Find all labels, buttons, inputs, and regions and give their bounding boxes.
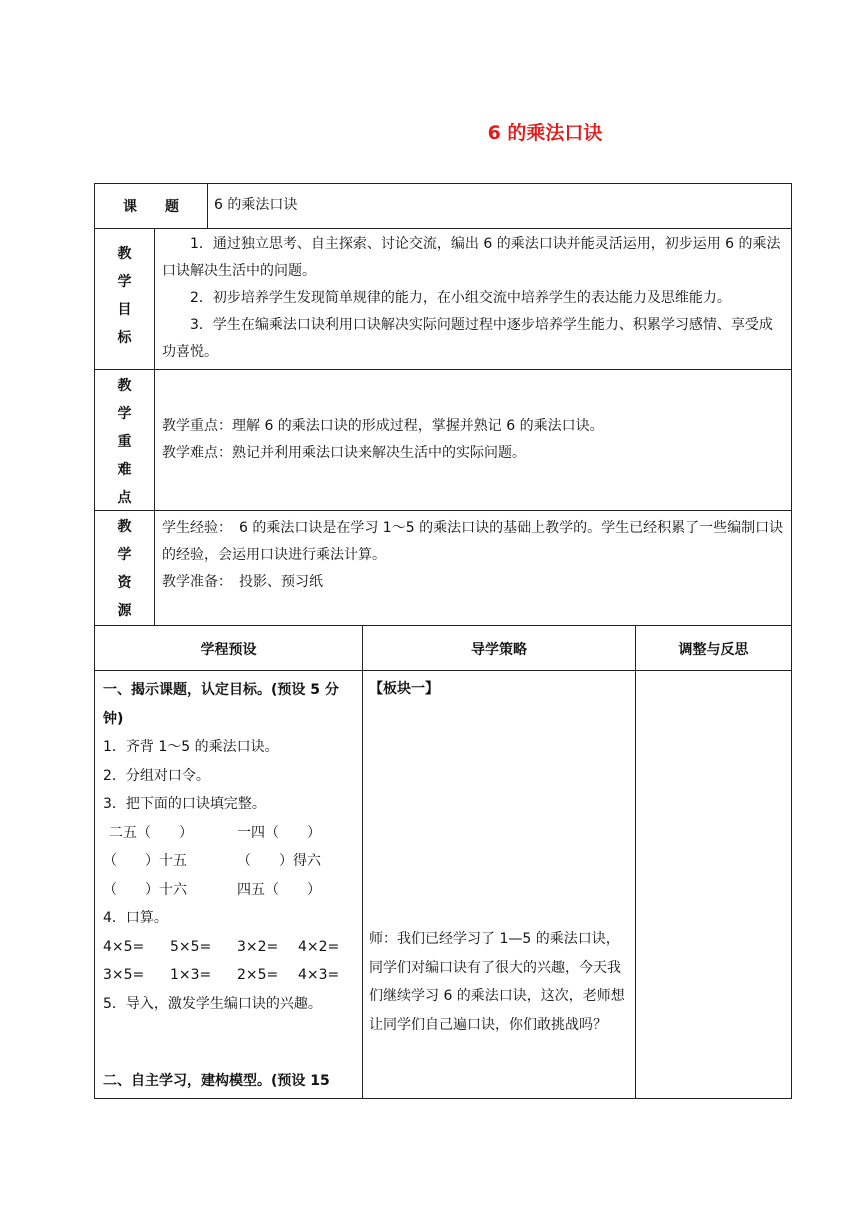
- key-focus: 教学重点：理解 6 的乘法口诀的形成过程，掌握并熟记 6 的乘法口诀。: [162, 418, 604, 434]
- topic-label: 课 题: [123, 199, 179, 215]
- table-border: [154, 228, 155, 625]
- table-border: [362, 625, 363, 1099]
- objective-item: 2．初步培养学生发现简单规律的能力，在小组交流中培养学生的表达能力及思维能力。: [190, 290, 731, 306]
- strategy-block-title: 【板块一】: [369, 681, 439, 697]
- calc-row: 4×5= 5×5= 3×2= 4×2=: [103, 938, 340, 955]
- resources-label: 教 学 资 源: [117, 519, 132, 619]
- objectives-label: 教 学 目 标: [117, 246, 132, 346]
- topic-value: 6 的乘法口诀: [214, 197, 298, 213]
- strategy-teacher-text: 师：我们已经学习了 1—5 的乘法口诀，同学们对编口诀有了很大的兴趣，今天我们继续学习 6 的乘法口诀，这次，老师想让同学们自己遍口诀，你们敢挑战吗？: [369, 931, 625, 1033]
- column-header-reflection: 调整与反思: [678, 642, 749, 658]
- column-header-strategy: 导学策略: [471, 642, 527, 658]
- fill-row: 二五（ ） 一四（ ）: [109, 824, 321, 841]
- key-difficulty: 教学难点：熟记并利用乘法口诀来解决生活中的实际问题。: [162, 445, 526, 461]
- table-border: [94, 510, 792, 511]
- teaching-preparation: 教学准备： 投影、预习纸: [162, 574, 323, 590]
- process-column: [103, 676, 358, 1018]
- calc-row: 3×5= 1×3= 2×5= 4×3=: [103, 967, 340, 983]
- key-points-text: [162, 413, 786, 467]
- process-step: 3．把下面的口诀填完整。: [103, 796, 266, 812]
- process-step: 4．口算。: [103, 910, 168, 926]
- resources-text: [162, 515, 786, 596]
- table-border: [94, 670, 792, 671]
- table-border: [94, 228, 792, 229]
- section-heading: 二、自主学习，建构模型。(预设 15: [103, 1073, 330, 1089]
- fill-row: （ ）十六 四五（ ）: [103, 881, 321, 898]
- section-heading: 一、揭示课题，认定目标。(预设 5 分钟): [103, 682, 339, 727]
- table-border: [94, 183, 792, 184]
- table-border: [94, 369, 792, 370]
- column-header-process: 学程预设: [200, 642, 257, 658]
- table-border: [635, 625, 636, 1099]
- table-border: [94, 1098, 792, 1099]
- table-border: [94, 625, 792, 626]
- process-step: 2．分组对口令。: [103, 767, 210, 784]
- key-points-label: 教 学 重 难 点: [117, 378, 132, 506]
- objective-item: 3．学生在编乘法口诀利用口诀解决实际问题过程中逐步培养学生能力、积累学习感情、享受成功喜悦。: [162, 317, 773, 360]
- objective-item: 1．通过独立思考、自主探索、讨论交流，编出 6 的乘法口诀并能灵活运用，初步运用 6 的乘法口诀解决生活中的问题。: [162, 236, 781, 279]
- fill-row: （ ）十五 （ ）得六: [103, 853, 321, 869]
- process-step: 1．齐背 1～5 的乘法口诀。: [103, 739, 279, 755]
- student-experience: 学生经验： 6 的乘法口诀是在学习 1～5 的乘法口诀的基础上教学的。学生已经积累了一些编制口诀的经验，会运用口诀进行乘法计算。: [162, 520, 784, 563]
- page-title: 6 的乘法口诀: [487, 122, 603, 144]
- objectives-text: [162, 231, 786, 366]
- table-border: [207, 183, 208, 228]
- table-border: [791, 183, 792, 1099]
- process-step: 5．导入，激发学生编口诀的兴趣。: [103, 995, 322, 1012]
